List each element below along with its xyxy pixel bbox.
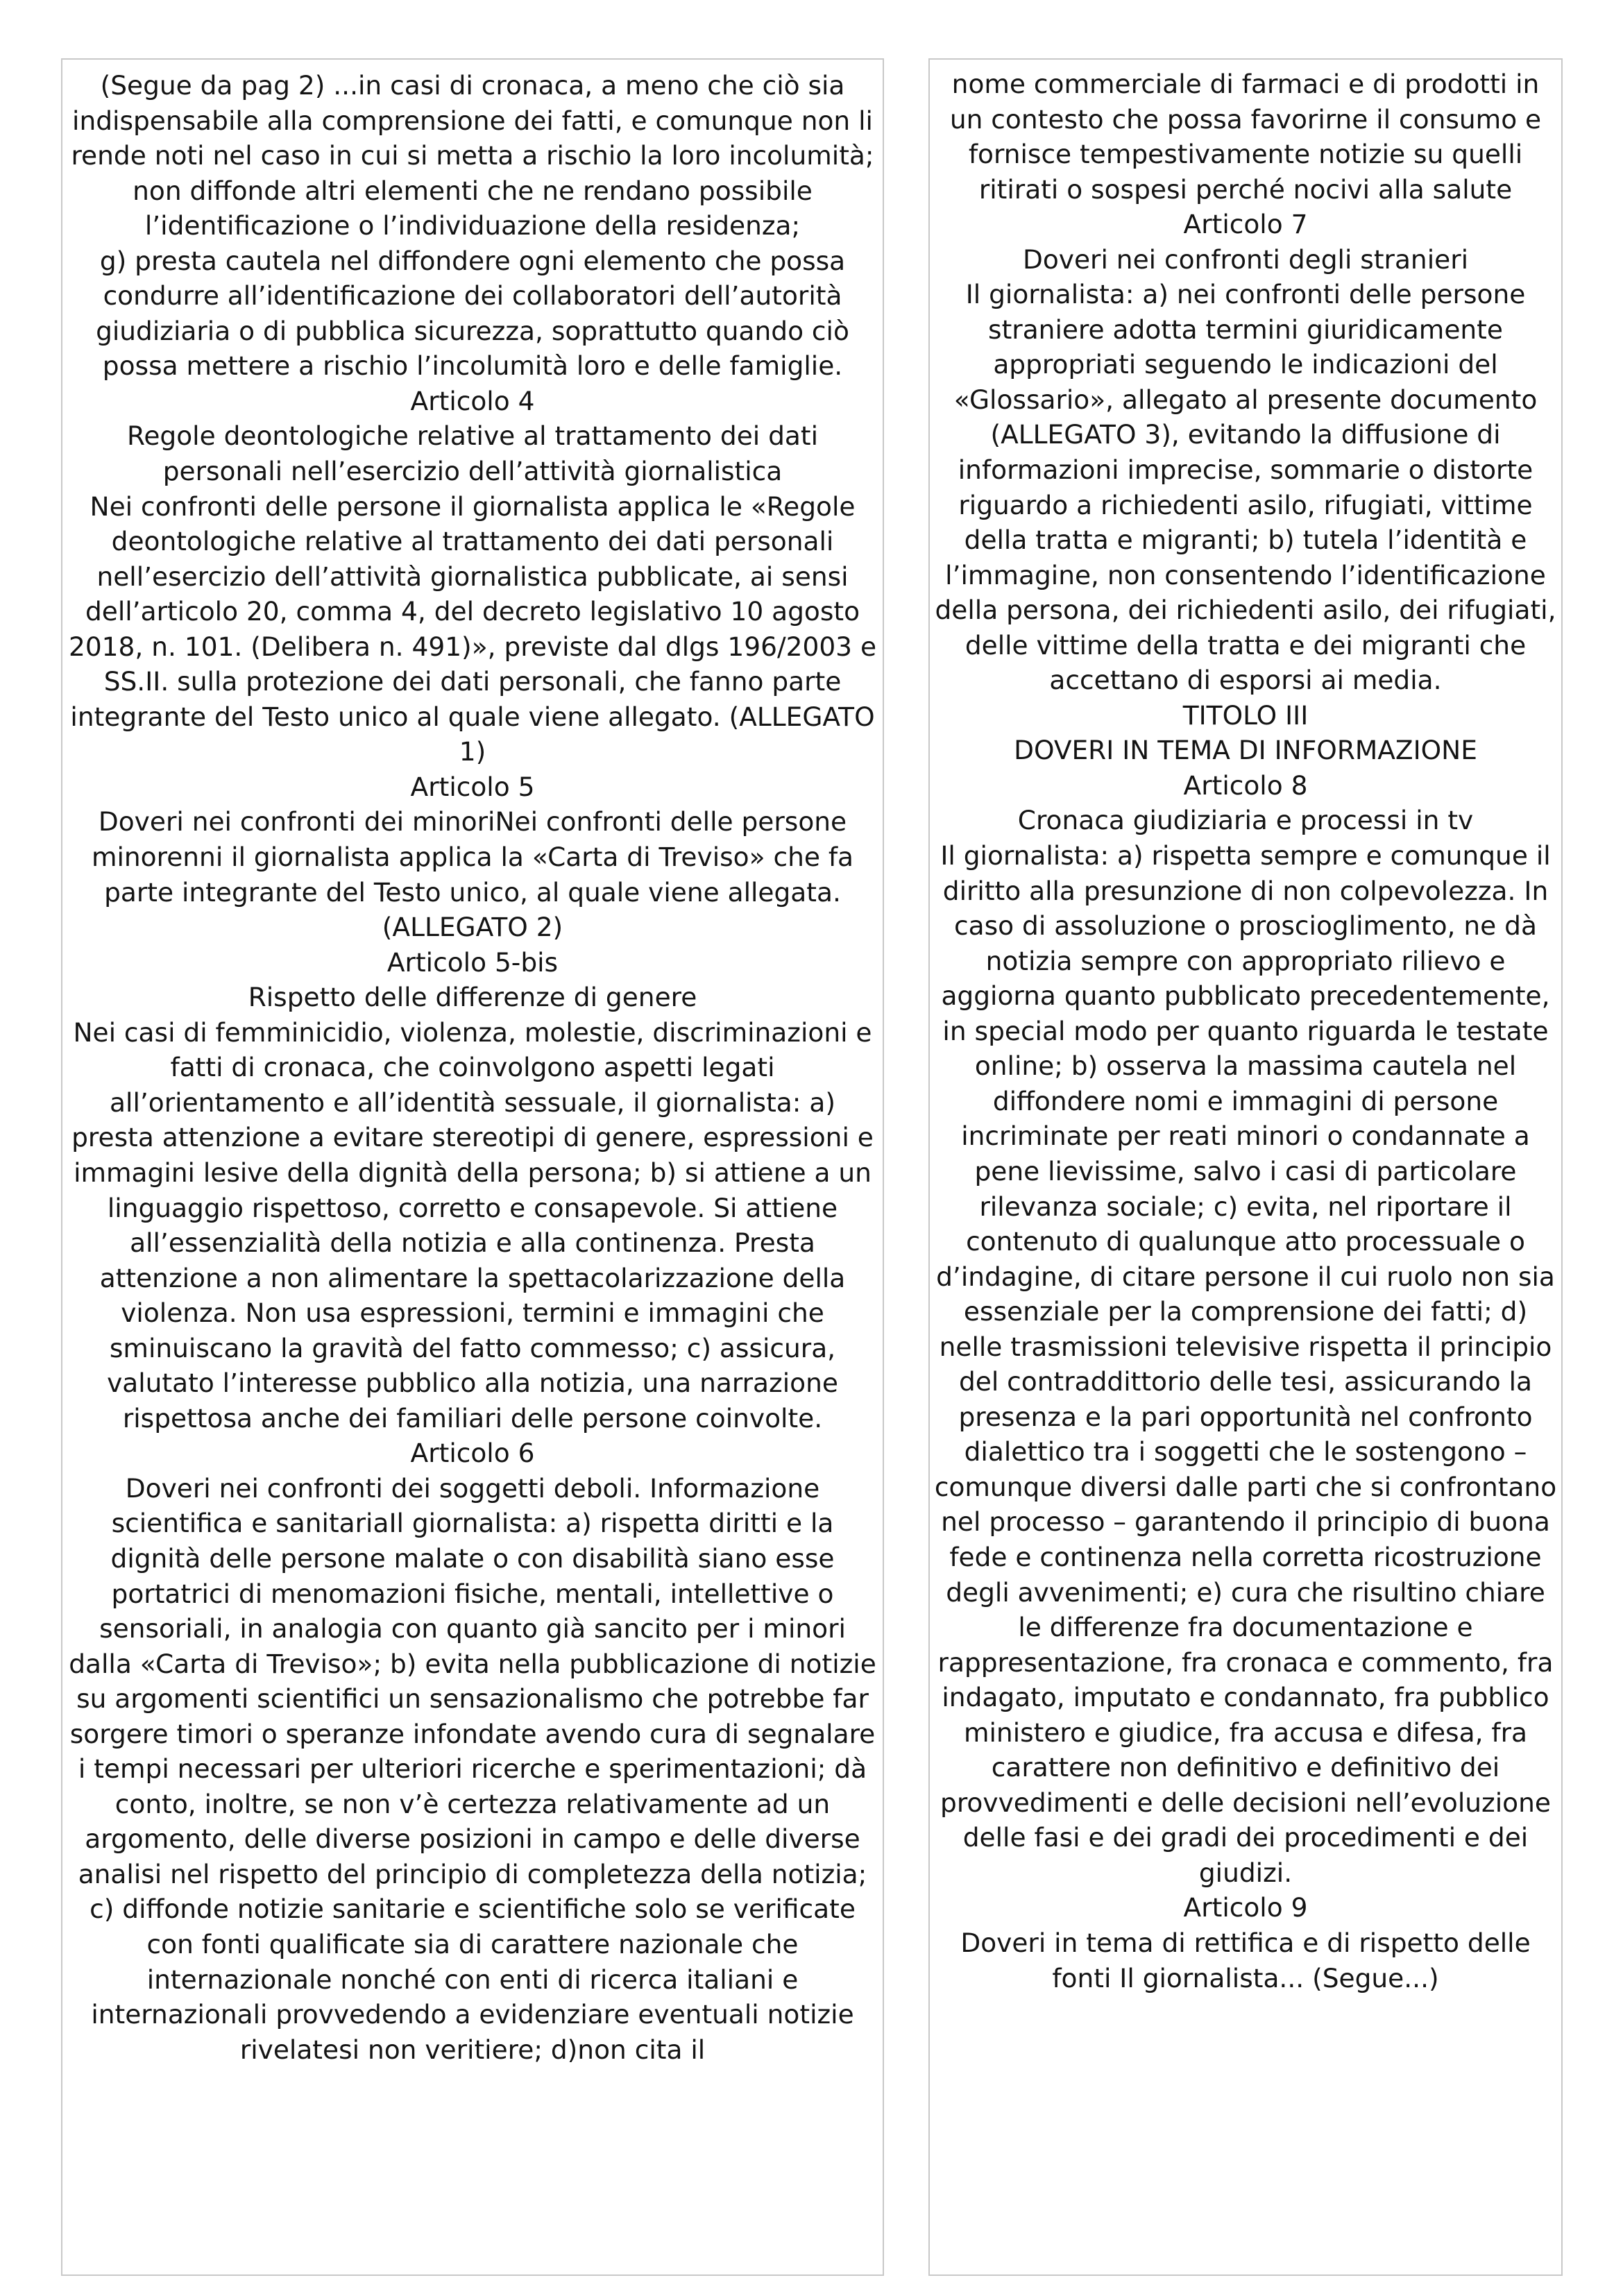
article-6-body: Doveri nei confronti dei soggetti deboli. Informazione scientifica e sanitariaIl giornalista: a) rispetta diritti e la dignità delle persone malate o con disabilità siano esse portatrici di menomazioni fisiche, mentali, intellettive o sensoriali, in analogia con quanto già sancito per i minori dalla «Carta di Treviso»; b) evita nella pubblicazione di notizie su argomenti scientifici un sensazionalismo che potrebbe far sorgere timori o speranze infondate avendo cura di segnalare i tempi necessari per ulteriori ricerche e sperimentazioni; dà conto, inoltre, se non v’è certezza relativamente ad un argomento, delle diverse posizioni in campo e delle diverse analisi nel rispetto del principio di completezza della notizia; c) diffonde notizie sanitarie e scientifiche solo se verificate con fonti qualificate sia di carattere nazionale che internazionale nonché con enti di ricerca italiani e internazionali provvedendo a evidenziare eventuali notizie rivelatesi non veritiere; d)non cita il	[69, 1472, 876, 2065]
right-text-column	[928, 58, 1563, 2276]
article-5-bis-body: Nei casi di femminicidio, violenza, molestie, discriminazioni e fatti di cronaca, che coinvolgono aspetti legati all’orientamento e all’identità sessuale, il giornalista: a) presta attenzione a evitare stereotipi di genere, espressioni e immagini lesive della dignità della persona; b) si attiene a un linguaggio rispettoso, corretto e consapevole. Si attiene all’essenzialità della notizia e alla continenza. Presta attenzione a non alimentare la spettacolarizzazione della violenza. Non usa espressioni, termini e immagini che sminuiscano la gravità del fatto commesso; c) assicura, valutato l’interesse pubblico alla notizia, una narrazione rispettosa anche dei familiari delle persone coinvolte.	[71, 1017, 874, 1434]
article-4-body: Nei confronti delle persone il giornalista applica le «Regole deontologiche relative al trattamento dei dati personali nell’esercizio dell’attività giornalistica pubblicate, ai sensi dell’articolo 20, comma 4, del decreto legislativo 10 agosto 2018, n. 101. (Delibera n. 491)», previste dal dlgs 196/2003 e SS.II. sulla protezione dei dati personali, che fanno parte integrante del Testo unico al quale viene allegato. (ALLEGATO 1)	[68, 491, 877, 767]
article-9-heading: Articolo 9	[1183, 1892, 1308, 1923]
article-8-title: Cronaca giudiziaria e processi in tv	[1017, 805, 1474, 836]
article-5-body: Doveri nei confronti dei minoriNei confronti delle persone minorenni il giornalista applica la «Carta di Treviso» che fa parte integrante del Testo unico, al quale viene allegata. (ALLEGATO 2)	[91, 806, 854, 943]
article-7-heading: Articolo 7	[1183, 209, 1308, 240]
paragraph-point-g: g) presta cautela nel diffondere ogni elemento che possa condurre all’identificazione dei collaboratori dell’autorità giudiziaria o di pubblica sicurezza, soprattutto quando ciò possa mettere a rischio l’incolumità loro e delle famiglie.	[96, 245, 849, 382]
paragraph-continuation: (Segue da pag 2) ...in casi di cronaca, a meno che ciò sia indispensabile alla comprensione dei fatti, e comunque non li rende noti nel caso in cui si metta a rischio la loro incolumità; non diffonde altri elementi che ne rendano possibile l’identificazione o l’individuazione della residenza;	[71, 70, 874, 241]
article-8-heading: Articolo 8	[1183, 769, 1308, 801]
article-5-bis-heading: Articolo 5-bis	[386, 946, 559, 978]
article-5-bis-title: Rispetto delle differenze di genere	[248, 982, 697, 1013]
article-8-body: Il giornalista: a) rispetta sempre e comunque il diritto alla presunzione di non colpevolezza. In caso di assoluzione o proscioglimento, ne dà notizia sempre con appropriato rilievo e aggiorna quanto pubblicato precedentemente, in special modo per quanto riguarda le testate online; b) osserva la massima cautela nel diffondere nomi e immagini di persone incriminate per reati minori o condannate a pene lievissime, salvo i casi di particolare rilevanza sociale; c) evita, nel riportare il contenuto di qualunque atto processuale o d’indagine, di citare persone il cui ruolo non sia essenziale per la comprensione dei fatti; d) nelle trasmissioni televisive rispetta il principio del contraddittorio delle tesi, assicurando la presenza e la pari opportunità nel confronto dialettico tra i soggetti che le sostengono – comunque diversi dalle parti che si confrontano nel processo – garantendo il principio di buona fede e continenza nella corretta ricostruzione degli avvenimenti; e) cura che risultino chiare le differenze fra documentazione e rappresentazione, fra cronaca e commento, fra indagato, imputato e condannato, fra pubblico ministero e giudice, fra accusa e difesa, fra carattere non definitivo e definitivo dei provvedimenti e delle decisioni nell’evoluzione delle fasi e dei gradi dei procedimenti e dei giudizi.	[934, 840, 1557, 1888]
title-iii-heading: TITOLO III	[1182, 699, 1309, 731]
left-text-column	[61, 58, 884, 2276]
article-4-heading: Articolo 4	[410, 385, 535, 416]
title-iii-subheading: DOVERI IN TEMA DI INFORMAZIONE	[1014, 735, 1477, 766]
article-7-body: Il giornalista: a) nei confronti delle persone straniere adotta termini giuridicamente appropriati seguendo le indicazioni del «Glossario», allegato al presente documento (ALLEGATO 3), evitando la diffusione di informazioni imprecise, sommarie o distorte riguardo a richiedenti asilo, rifugiati, vittime della tratta e migranti; b) tutela l’identità e l’immagine, non consentendo l’identificazione della persona, dei richiedenti asilo, dei rifugiati, delle vittime della tratta e dei migranti che accettano di esporsi ai media.	[935, 279, 1556, 696]
article-5-heading: Articolo 5	[410, 771, 535, 802]
article-7-title: Doveri nei confronti degli stranieri	[1022, 244, 1469, 275]
article-4-title: Regole deontologiche relative al trattamento dei dati personali nell’esercizio dell’attività giornalistica	[126, 420, 819, 487]
article-6-heading: Articolo 6	[410, 1438, 535, 1469]
paragraph-continuation: nome commerciale di farmaci e di prodotti in un contesto che possa favorirne il consumo e fornisce tempestivamente notizie su quelli ritirati o sospesi perché nocivi alla salute	[949, 69, 1542, 205]
article-9-body: Doveri in tema di rettifica e di rispetto delle fonti Il giornalista... (Segue...)	[960, 1927, 1531, 1993]
